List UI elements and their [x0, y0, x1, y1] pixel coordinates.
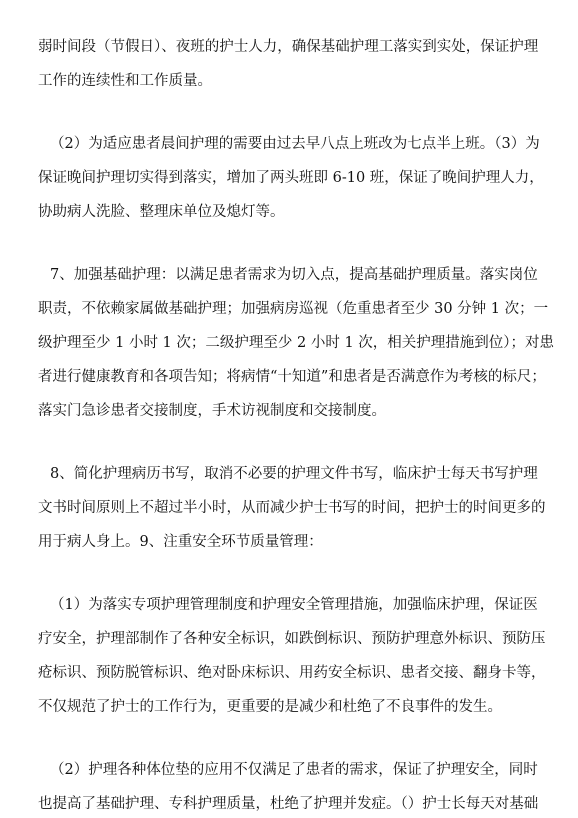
- paragraph-3-line-5: 落实门急诊患者交接制度，手术访视制度和交接制度。: [38, 403, 386, 419]
- paragraph-2-line-3: 协助病人洗脸、整理床单位及熄灯等。: [38, 204, 285, 220]
- paragraph-2-line-1: （2）为适应患者晨间护理的需要由过去早八点上班改为七点半上班。（3）为: [50, 136, 540, 152]
- paragraph-1-line-1: 弱时间段（节假日）、夜班的护士人力，确保基础护理工落实到实处，保证护理: [38, 39, 539, 55]
- paragraph-2-line-2: 保证晚间护理切实得到落实，增加了两头班即 6-10 班，保证了晚间护理人力，: [38, 170, 544, 186]
- paragraph-5-line-1: （1）为落实专项护理管理制度和护理安全管理措施，加强临床护理，保证医: [50, 597, 538, 613]
- paragraph-3-line-2: 职责，不依赖家属做基础护理；加强病房巡视（危重患者至少 30 分钟 1 次；一: [38, 301, 549, 317]
- paragraph-6-line-2: 也提高了基础护理、专科护理质量，杜绝了护理并发症。（）护士长每天对基础: [38, 796, 539, 812]
- paragraph-5-line-2: 疗安全，护理部制作了各种安全标识，如跌倒标识、预防护理意外标识、预防压: [38, 631, 546, 647]
- paragraph-1-line-2: 工作的连续性和工作质量。: [38, 73, 212, 89]
- paragraph-5-line-4: 不仅规范了护士的工作行为，更重要的是减少和杜绝了不良事件的发生。: [38, 699, 502, 715]
- paragraph-6-line-1: （2）护理各种体位垫的应用不仅满足了患者的需求，保证了护理安全，同时: [50, 762, 538, 778]
- paragraph-4-line-1: 8、简化护理病历书写，取消不必要的护理文件书写，临床护士每天书写护理: [50, 466, 538, 482]
- paragraph-3-line-1: 7、加强基础护理：以满足患者需求为切入点，提高基础护理质量。落实岗位: [50, 267, 538, 283]
- paragraph-4-line-2: 文书时间原则上不超过半小时，从而减少护士书写的时间，把护士的时间更多的: [38, 500, 546, 516]
- paragraph-3-line-3: 级护理至少 1 小时 1 次；二级护理至少 2 小时 1 次，相关护理措施到位）；对患: [38, 335, 555, 351]
- paragraph-4-line-3: 用于病人身上。9、注重安全环节质量管理：: [38, 534, 323, 550]
- paragraph-5-line-3: 疮标识、预防脱管标识、绝对卧床标识、用药安全标识、患者交接、翻身卡等，: [38, 665, 546, 681]
- paragraph-3-line-4: 者进行健康教育和各项告知；将病情“十知道”和患者是否满意作为考核的标尺；: [38, 369, 546, 385]
